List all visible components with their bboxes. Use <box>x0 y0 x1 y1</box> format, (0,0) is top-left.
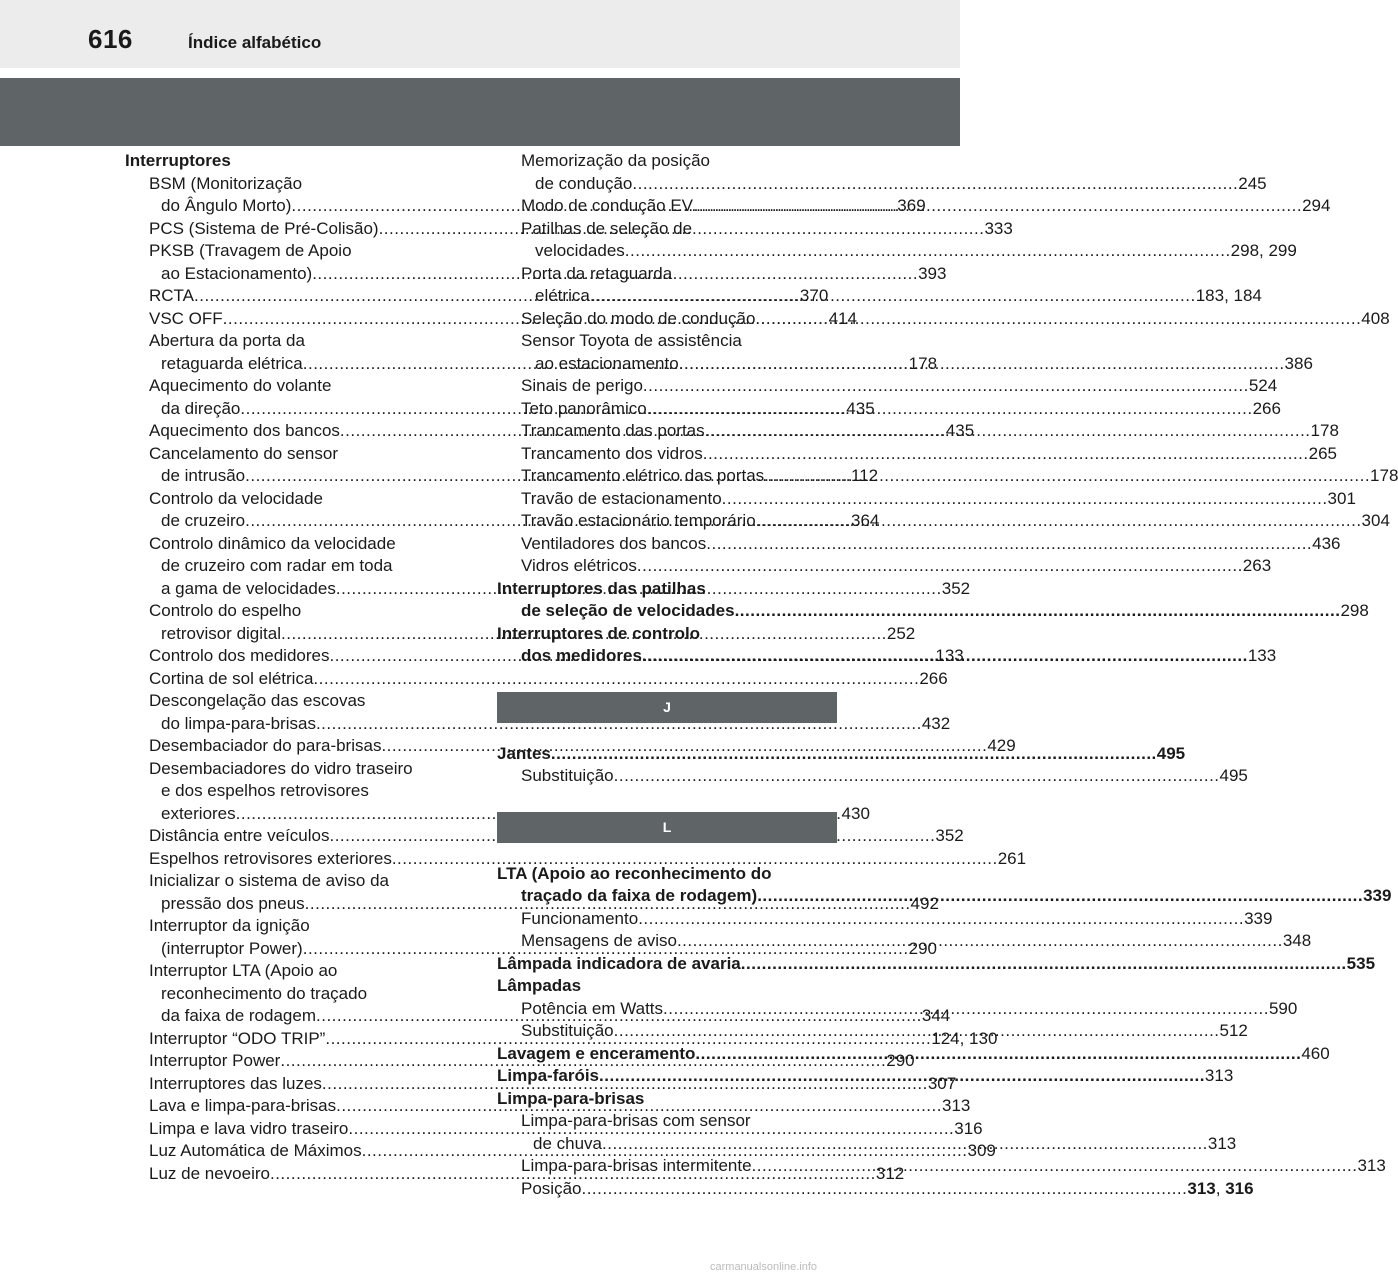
index-entry-continued: exteriores ..... 430 <box>125 803 460 826</box>
section-letter-j: J <box>497 692 837 723</box>
index-entry: Travão estacionário temporário ..... 304 <box>497 510 828 533</box>
index-entry-continued: e dos espelhos retrovisores <box>161 781 369 800</box>
index-entry: Interruptor Power ..... 290 <box>125 1050 460 1073</box>
index-entry: Sensor Toyota de assistência <box>521 331 742 350</box>
index-entry: Cancelamento do sensor <box>149 443 339 463</box>
index-entry: Jantes ..... 495 <box>497 743 828 766</box>
index-entry: Descongelação das escovas <box>149 691 366 710</box>
index-entry: Aquecimento dos bancos ..... 435 <box>125 420 460 443</box>
index-entry: traçado da faixa de rodagem) ..... 339 <box>497 885 828 908</box>
index-entry-continued: de intrusão ..... 112 <box>125 465 460 488</box>
index-entry: Lava e limpa-para-brisas ..... 313 <box>125 1095 460 1118</box>
index-entry-continued: (interruptor Power) ..... 290 <box>125 938 460 961</box>
index-entry-continued: elétrica ..... 183, 184 <box>497 285 828 308</box>
index-entry: Funcionamento ..... 339 <box>497 908 828 931</box>
index-entry: RCTA ..... 370 <box>125 285 460 308</box>
index-entry: Interruptor LTA (Apoio ao <box>149 961 338 980</box>
index-entry: Limpa-faróis ..... 313 <box>497 1065 828 1088</box>
index-entry: de chuva ..... 313 <box>497 1133 828 1156</box>
index-entry: Limpa-para-brisas <box>497 1088 645 1108</box>
index-entry: Substituição ..... 495 <box>497 765 828 788</box>
index-entry: Seleção do modo de condução ..... 408 <box>497 308 828 331</box>
index-entry-continued: do limpa-para-brisas ..... 432 <box>125 713 460 736</box>
watermark: carmanualsonline.info <box>710 1261 818 1273</box>
index-entry-continued: da direção ..... 435 <box>125 398 460 421</box>
index-entry-continued: de condução ..... 245 <box>497 173 828 196</box>
index-entry-continued: retrovisor digital ..... 252 <box>125 623 460 646</box>
index-entry: Aquecimento do volante <box>149 376 332 395</box>
index-entry: Inicializar o sistema de aviso da <box>149 871 390 890</box>
index-entry: Limpa-para-brisas intermitente ..... 313 <box>497 1155 828 1178</box>
index-entry: Distância entre veículos ..... 352 <box>125 825 460 848</box>
index-entry: LTA (Apoio ao reconhecimento do <box>497 863 772 883</box>
index-entry: Controlo dinâmico da velocidade <box>149 533 396 553</box>
index-entry-continued: de cruzeiro com radar em toda <box>161 556 393 575</box>
index-entry: Controlo dos medidores ..... 133 <box>125 645 460 668</box>
index-entry: Espelhos retrovisores exteriores ..... 261 <box>125 848 460 871</box>
index-entry-continued: a gama de velocidades ..... 352 <box>125 578 460 601</box>
section-letter-l: L <box>497 812 837 843</box>
index-entry: VSC OFF ..... 414 <box>125 308 460 331</box>
index-entry-continued: reconhecimento do traçado <box>161 983 368 1003</box>
index-entry: Trancamento dos vidros ..... 265 <box>497 443 828 466</box>
index-entry: Travão de estacionamento ..... 301 <box>497 488 828 511</box>
index-entry: Controlo da velocidade <box>149 488 323 508</box>
index-heading: Interruptores <box>125 151 231 170</box>
index-entry-continued: ao estacionamento ..... 386 <box>497 353 828 376</box>
index-entry: Interruptor da ignição <box>149 916 310 935</box>
index-entry: BSM (Monitorização <box>149 173 303 193</box>
index-entry: Sinais de perigo ..... 524 <box>497 375 828 398</box>
index-entry: de seleção de velocidades ..... 298 <box>497 600 828 623</box>
index-entry: Interruptores das luzes ..... 307 <box>125 1073 460 1096</box>
index-entry: Luz de nevoeiro ..... 312 <box>125 1163 460 1186</box>
index-entry-continued: de cruzeiro ..... 364 <box>125 510 460 533</box>
index-entry: Abertura da porta da <box>149 331 305 350</box>
index-entry: Trancamento elétrico das portas ..... 178 <box>497 465 828 488</box>
index-entry: Lâmpadas <box>497 976 582 995</box>
page-number: 616 <box>88 24 133 54</box>
header-bar <box>0 0 960 68</box>
header-band <box>0 78 960 146</box>
index-entry: Porta da retaguarda <box>521 263 673 283</box>
index-entry-continued: retaguarda elétrica ..... 178 <box>125 353 460 376</box>
index-entry: Controlo do espelho <box>149 601 302 620</box>
index-entry: Cortina de sol elétrica ..... 266 <box>125 668 460 691</box>
index-entry-continued: ao Estacionamento) ..... 393 <box>125 263 460 286</box>
index-entry: Posição ..... 313, 316 <box>497 1178 828 1201</box>
index-entry: Luz Automática de Máximos ..... 309 <box>125 1140 460 1163</box>
running-head: Índice alfabético <box>188 33 322 52</box>
index-entry: Patilhas de seleção de <box>521 218 693 238</box>
index-entry: Lâmpada indicadora de avaria ..... 535 <box>497 953 828 976</box>
index-entry: Memorização da posição <box>521 151 710 170</box>
index-entry: Interruptores das patilhas <box>497 578 706 598</box>
index-entry: Interruptores de controlo <box>497 623 701 643</box>
index-entry: Potência em Watts ..... 590 <box>497 998 828 1021</box>
index-entry: Substituição ..... 512 <box>497 1020 828 1043</box>
index-entry: Ventiladores dos bancos ..... 436 <box>497 533 828 556</box>
index-entry: Interruptor “ODO TRIP” ..... 124, 130 <box>125 1028 460 1051</box>
index-entry: Desembaciador do para-brisas ..... 429 <box>125 735 460 758</box>
index-entry: Trancamento das portas ..... 178 <box>497 420 828 443</box>
index-entry: Vidros elétricos ..... 263 <box>497 555 828 578</box>
index-entry-continued: da faixa de rodagem ..... 344 <box>125 1005 460 1028</box>
index-entry: dos medidores ..... 133 <box>497 645 828 668</box>
index-entry: Teto panorâmico ..... 266 <box>497 398 828 421</box>
index-entry: Limpa-para-brisas com sensor <box>521 1111 751 1130</box>
index-entry: Lavagem e enceramento ..... 460 <box>497 1043 828 1066</box>
index-entry-continued: velocidades ..... 298, 299 <box>497 240 828 263</box>
index-entry-continued: do Ângulo Morto) ..... 369 <box>125 195 460 218</box>
index-entry: Mensagens de aviso ..... 348 <box>497 930 828 953</box>
index-entry: PKSB (Travagem de Apoio <box>149 241 352 260</box>
index-entry: Limpa e lava vidro traseiro ..... 316 <box>125 1118 460 1141</box>
index-entry: PCS (Sistema de Pré-Colisão) ..... 333 <box>125 218 460 241</box>
index-entry: Desembaciadores do vidro traseiro <box>149 758 413 778</box>
index-entry-continued: pressão dos pneus ..... 492 <box>125 893 460 916</box>
index-entry: Modo de condução EV. ..... 294 <box>497 195 828 218</box>
